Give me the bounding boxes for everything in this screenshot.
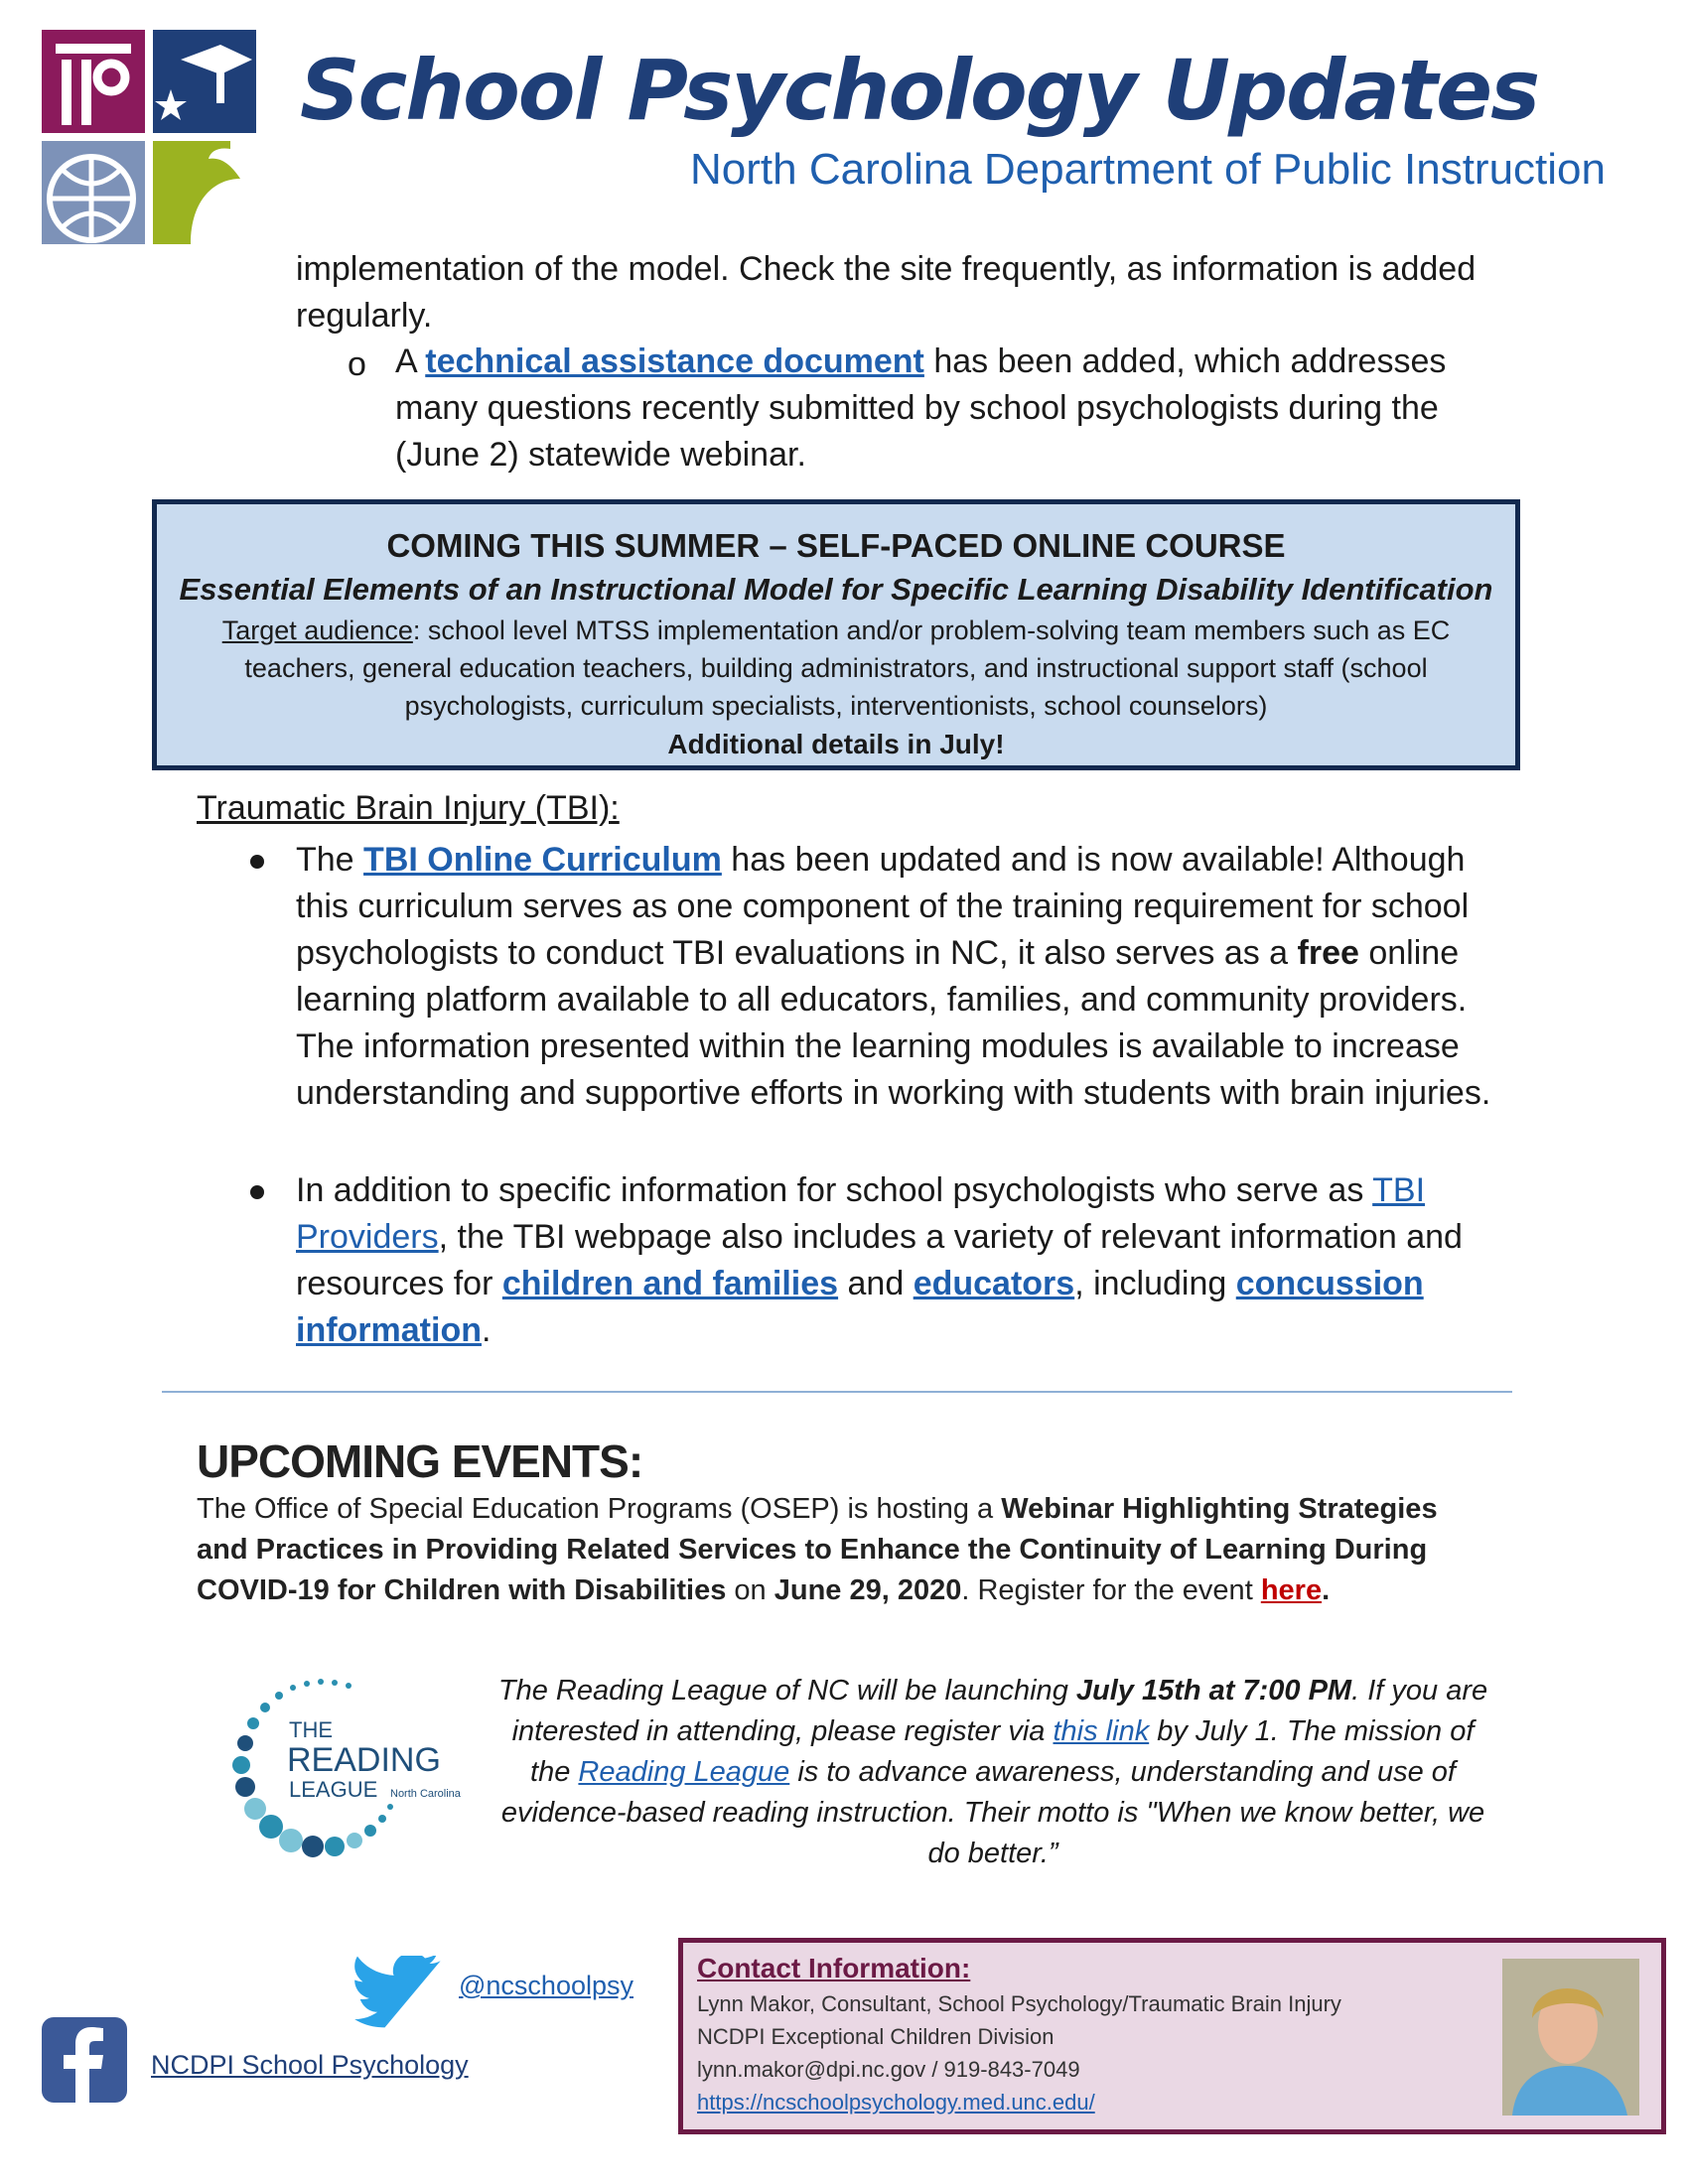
contact-details [697, 1987, 1341, 2118]
children-families-link[interactable]: children and families [501, 1265, 839, 1302]
audience-label: Target audience [221, 615, 413, 645]
tbi-b1-prefix: The [296, 841, 364, 879]
section-divider [162, 1391, 1512, 1393]
tbi-bullet-2 [296, 1167, 1497, 1354]
audience-text: : school level MTSS implementation and/or problem-solving team members such as EC teachers, general education teachers, building administrators, and instructional support staff (school psychologists, curriculum specialists, interventionists, school counselors) [244, 615, 1451, 721]
reading-league-text [496, 1671, 1489, 1874]
facebook-icon[interactable] [42, 2017, 127, 2103]
sub-bullet-item [395, 339, 1487, 478]
contact-title: Contact Information: [697, 1953, 971, 1983]
course-footer: Additional details in July! [667, 729, 1005, 759]
rl-text-1: The Reading League of NC will be launching [497, 1675, 1076, 1706]
rl-text-4: is to advance awareness, understanding and use of evidence-based reading instruction. Their motto is "When we know better, we do better.” [500, 1756, 1485, 1869]
educators-link[interactable]: educators [913, 1265, 1075, 1302]
contact-name: Lynn Makor, Consultant, School Psychology/Traumatic Brain Injury [697, 1991, 1341, 2016]
tbi-heading: Traumatic Brain Injury (TBI): [197, 789, 620, 827]
events-text-1: The Office of Special Education Programs (OSEP) is hosting a [197, 1493, 1002, 1525]
rl-launch-date: July 15th at 7:00 PM [1075, 1675, 1352, 1706]
sub-bullet-marker: o [348, 345, 366, 383]
events-heading: UPCOMING EVENTS: [197, 1435, 643, 1487]
tbi-b1-bold: free [1297, 934, 1359, 972]
webinar-title: Webinar Highlighting Strategies and Practices in Providing Related Services to Enhance the Continuity of Learning During COVID-19 for Children with Disabilities [197, 1493, 1438, 1606]
intro-text: implementation of the model. Check the site frequently, as information is added regularly. [296, 250, 1477, 335]
logo-nc: North Carolina [390, 1788, 461, 1800]
contact-email-phone: lynn.makor@dpi.nc.gov / 919-843-7049 [697, 2057, 1080, 2082]
course-audience [157, 612, 1515, 725]
course-heading: COMING THIS SUMMER – SELF-PACED ONLINE COURSE [386, 527, 1286, 564]
contact-division: NCDPI Exceptional Children Division [697, 2024, 1055, 2049]
events-paragraph [197, 1489, 1487, 1611]
logo-league: LEAGUE [289, 1777, 378, 1802]
rl-text-2: . If you are interested in attending, please register via [511, 1675, 1488, 1747]
course-title: Essential Elements of an Instructional Model for Specific Learning Disability Identification [179, 572, 1493, 607]
tbi-b2-including: , including [1074, 1265, 1236, 1302]
rl-text-3: by July 1. The mission of the [530, 1715, 1475, 1788]
events-text-register: . Register for the event [961, 1574, 1261, 1606]
bullet-icon [250, 1185, 264, 1199]
tbi-b2-period: . [481, 1311, 492, 1349]
ncdpi-logo [42, 30, 258, 246]
page-title: School Psychology Updates [300, 42, 1539, 139]
webinar-date: June 29, 2020 [774, 1574, 962, 1606]
contact-box [678, 1938, 1666, 2134]
tbi-providers-link[interactable]: TBI Providers [296, 1171, 1426, 1256]
technical-assistance-link[interactable]: technical assistance document [425, 342, 924, 380]
events-period: . [1322, 1574, 1331, 1606]
tbi-b1-text2: online learning platform available to all educators, families, and community providers. The information presented within the learning modules is available to increase understanding and supportive efforts in working with students with brain injuries. [296, 934, 1491, 1112]
bullet-icon [250, 855, 264, 869]
reading-league-link[interactable]: Reading League [578, 1756, 790, 1788]
tbi-bullet-1 [296, 837, 1497, 1117]
tbi-b2-text2: , the TBI webpage also includes a variety of relevant information and resources for [296, 1218, 1463, 1302]
contact-url-link[interactable]: https://ncschoolpsychology.med.unc.edu/ [697, 2090, 1095, 2115]
page-subtitle: North Carolina Department of Public Instruction [690, 145, 1606, 194]
logo-reading: READING [287, 1741, 441, 1779]
sub-bullet-prefix: A [395, 342, 426, 380]
logo-the: THE [289, 1717, 333, 1742]
reading-league-logo [223, 1676, 492, 1884]
tbi-b2-text: In addition to specific information for school psychologists who serve as [296, 1171, 1373, 1209]
register-here-link[interactable]: here [1260, 1574, 1323, 1606]
this-link[interactable]: this link [1053, 1715, 1150, 1747]
tbi-b1-text: has been updated and is now available! Although this curriculum serves as one component of the training requirement for school psychologists to conduct TBI evaluations in NC, it also serves as a [296, 841, 1470, 972]
facebook-page-link[interactable]: NCDPI School Psychology [151, 2050, 469, 2080]
contact-photo [1502, 1959, 1639, 2116]
sub-bullet-rest: has been added, which addresses many questions recently submitted by school psychologists during the (June 2) statewide webinar. [395, 342, 1447, 474]
course-announcement-box [152, 499, 1520, 770]
twitter-handle-link[interactable]: @ncschoolpsy [459, 1971, 633, 2000]
events-text-on: on [726, 1574, 774, 1606]
twitter-icon[interactable] [352, 1956, 447, 2030]
tbi-b2-and: and [838, 1265, 914, 1302]
concussion-info-link[interactable]: concussion information [296, 1265, 1424, 1349]
tbi-curriculum-link[interactable]: TBI Online Curriculum [363, 841, 722, 879]
